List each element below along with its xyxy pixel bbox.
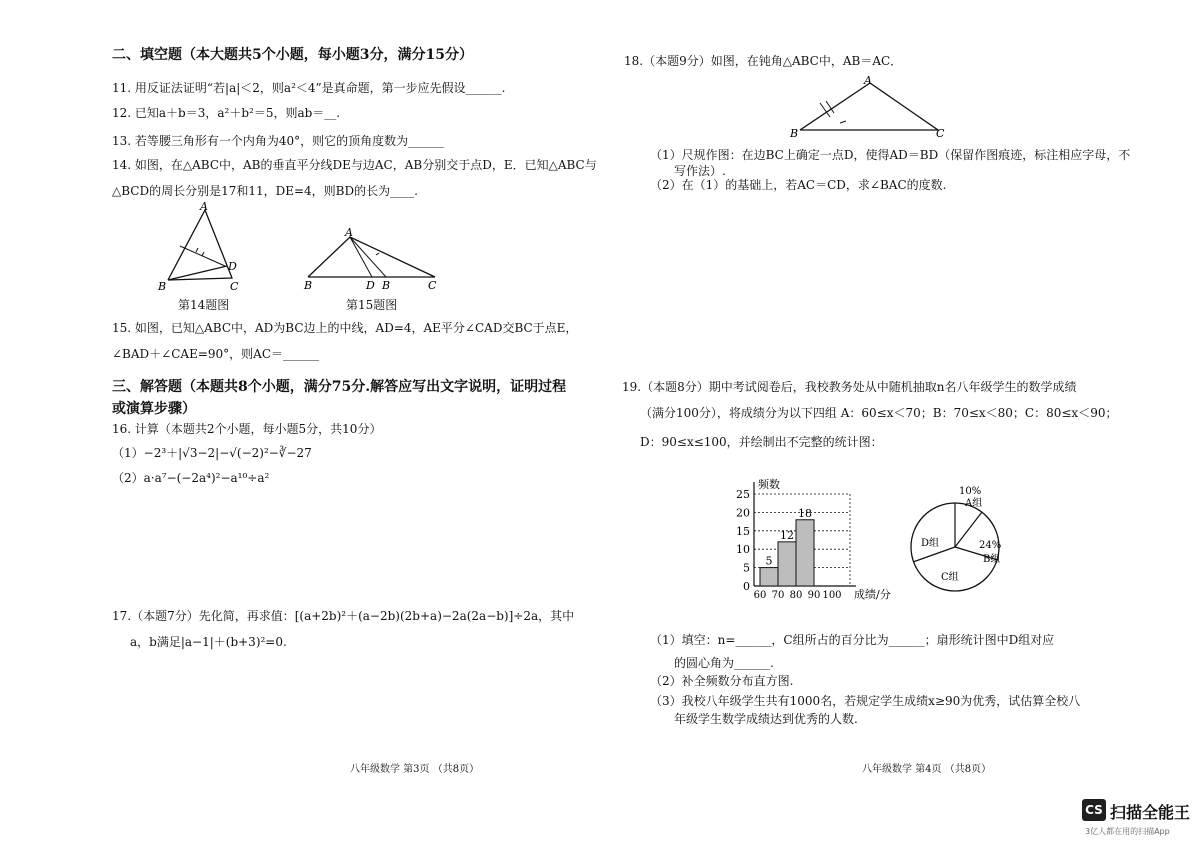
label-c: C	[936, 127, 945, 140]
question-16-part2: （2）a·a⁷−(−2a⁴)²−a¹⁰÷a²	[112, 471, 270, 485]
right-page	[600, 0, 1200, 847]
y-tick-label: 25	[736, 488, 750, 501]
sector-pie-chart	[905, 480, 1015, 605]
pie-label-d: D组	[921, 538, 940, 549]
question-19-line2: （满分100分），将成绩分为以下四组 A：60≤x＜70；B：70≤x＜80；C：80≤x＜90；	[640, 406, 1118, 420]
histogram-bar	[778, 542, 796, 586]
triangle-abc-18	[800, 83, 938, 130]
histogram-bar	[760, 568, 778, 586]
question-12: 12. 已知a＋b＝3，a²＋b²＝5，则ab＝__.	[112, 106, 341, 120]
label-a: A	[345, 226, 353, 239]
y-tick-label: 15	[736, 524, 750, 538]
figure-15-caption: 第15题图	[346, 298, 398, 312]
figure-14	[150, 200, 260, 295]
question-15-line2: ∠BAD＋∠CAE=90°，则AC＝______	[112, 347, 319, 361]
question-19-line3: D：90≤x≤100，并绘制出不完整的统计图：	[640, 435, 883, 449]
x-tick-label: 80	[789, 590, 803, 601]
histogram-bar	[796, 520, 814, 586]
pie-divider	[955, 512, 982, 547]
label-b2: B	[382, 279, 391, 292]
camscanner-tagline: 3亿人都在用的扫描App	[1085, 827, 1170, 836]
bar-data-label: 12	[780, 528, 794, 542]
section2-heading: 二、填空题（本大题共5个小题，每小题3分，满分15分）	[112, 47, 473, 63]
question-15-line1: 15. 如图，已知△ABC中，AD为BC边上的中线，AD=4，AE平分∠CAD交BC于点E，	[112, 321, 578, 335]
label-d: D	[366, 279, 375, 292]
question-18-part1-line1: （1）尺规作图：在边BC上确定一点D，使得AD＝BD（保留作图痕迹，标注相应字母，不	[650, 148, 1131, 162]
question-19-part3-line1: （3）我校八年级学生共有1000名，若规定学生成绩x≥90为优秀，试估算全校八	[650, 694, 1081, 708]
construction-mark	[840, 121, 846, 123]
question-14-line2: △BCD的周长分别是17和11，DE=4，则BD的长为____.	[112, 184, 418, 198]
bar-data-label: 5	[765, 554, 773, 568]
bar-data-label: 18	[798, 506, 812, 520]
question-19-part1-line2: 的圆心角为______.	[674, 656, 774, 670]
y-axis-title: 频数	[758, 478, 780, 491]
triangle-abc-15	[308, 237, 435, 277]
label-d: D	[228, 260, 237, 273]
question-17-line1: 17.（本题7分）先化简，再求值：[(a+2b)²＋(a−2b)(2b+a)−2a(2a−b)]÷2a，其中	[112, 609, 575, 623]
pie-percent-a: 10%	[959, 486, 982, 497]
figure-15	[300, 225, 445, 295]
label-b: B	[790, 127, 799, 140]
question-11: 11. 用反证法证明“若|a|＜2，则a²＜4”是真命题，第一步应先假设______.	[112, 81, 506, 95]
x-tick-label: 100	[822, 590, 842, 601]
label-a: A	[864, 75, 872, 87]
question-18-part2: （2）在（1）的基础上，若AC＝CD，求∠BAC的度数.	[650, 178, 947, 192]
question-16-title: 16. 计算（本题共2个小题，每小题5分，共10分）	[112, 422, 382, 436]
pie-percent-b: 24%	[979, 540, 1002, 551]
pie-divider	[913, 547, 955, 562]
figure-18	[790, 75, 950, 140]
label-a: A	[200, 200, 208, 213]
y-tick-label: 5	[743, 561, 750, 575]
label-c: C	[428, 279, 437, 292]
tick-mark	[376, 253, 379, 255]
label-c: C	[230, 280, 239, 293]
pie-label-c: C组	[941, 572, 959, 583]
label-b: B	[304, 279, 313, 292]
triangle-abc-14	[168, 210, 232, 280]
camscanner-logo: CS	[1082, 799, 1106, 821]
camscanner-name: 扫描全能王	[1110, 803, 1191, 822]
question-14-line1: 14. 如图，在△ABC中，AB的垂直平分线DE与边AC，AB分别交于点D，E．已知△ABC与	[112, 158, 597, 172]
page-footer-left: 八年级数学 第3页 （共8页）	[350, 764, 480, 775]
question-19-part1-line1: （1）填空：n=______，C组所占的百分比为______；扇形统计图中D组对应	[650, 633, 1055, 647]
question-17-line2: a，b满足|a−1|＋(b+3)²=0.	[130, 635, 287, 649]
question-19-part3-line2: 年级学生数学成绩达到优秀的人数.	[674, 712, 858, 726]
page-footer-right: 八年级数学 第4页 （共8页）	[862, 764, 992, 775]
question-19-part2: （2）补全频数分布直方图.	[650, 674, 794, 688]
segment-ae	[350, 237, 386, 277]
label-b: B	[158, 280, 167, 293]
y-tick-label: 0	[743, 580, 750, 593]
pie-label-b: B组	[983, 554, 1001, 565]
section3-heading-line2: 或演算步骤）	[112, 401, 196, 417]
question-19-line1: 19.（本题8分）期中考试阅卷后，我校教务处从中随机抽取n名八年级学生的数学成绩	[622, 380, 1077, 394]
pie-label-a: A组	[965, 498, 983, 509]
question-18-part1-line2: 写作法）.	[674, 164, 726, 178]
x-tick-label: 90	[807, 590, 821, 601]
question-18-line1: 18.（本题9分）如图，在钝角△ABC中，AB＝AC．	[624, 54, 903, 68]
y-tick-label: 10	[736, 543, 750, 557]
section3-heading-line1: 三、解答题（本题共8个小题，满分75分.解答应写出文字说明，证明过程	[112, 379, 567, 395]
x-axis-title: 成绩/分	[854, 588, 891, 601]
figure-14-caption: 第14题图	[178, 298, 230, 312]
question-13: 13. 若等腰三角形有一个内角为40°，则它的顶角度数为______	[112, 134, 445, 148]
tick-mark	[196, 248, 198, 252]
tick-mark	[202, 252, 204, 256]
x-tick-label: 60	[753, 590, 767, 601]
segment-ad	[350, 237, 372, 277]
frequency-histogram	[730, 476, 910, 606]
question-16-part1: （1）−2³＋|√3−2|−√(−2)²−∛−27	[112, 446, 312, 460]
x-tick-label: 70	[771, 590, 785, 601]
y-tick-label: 20	[736, 506, 750, 520]
